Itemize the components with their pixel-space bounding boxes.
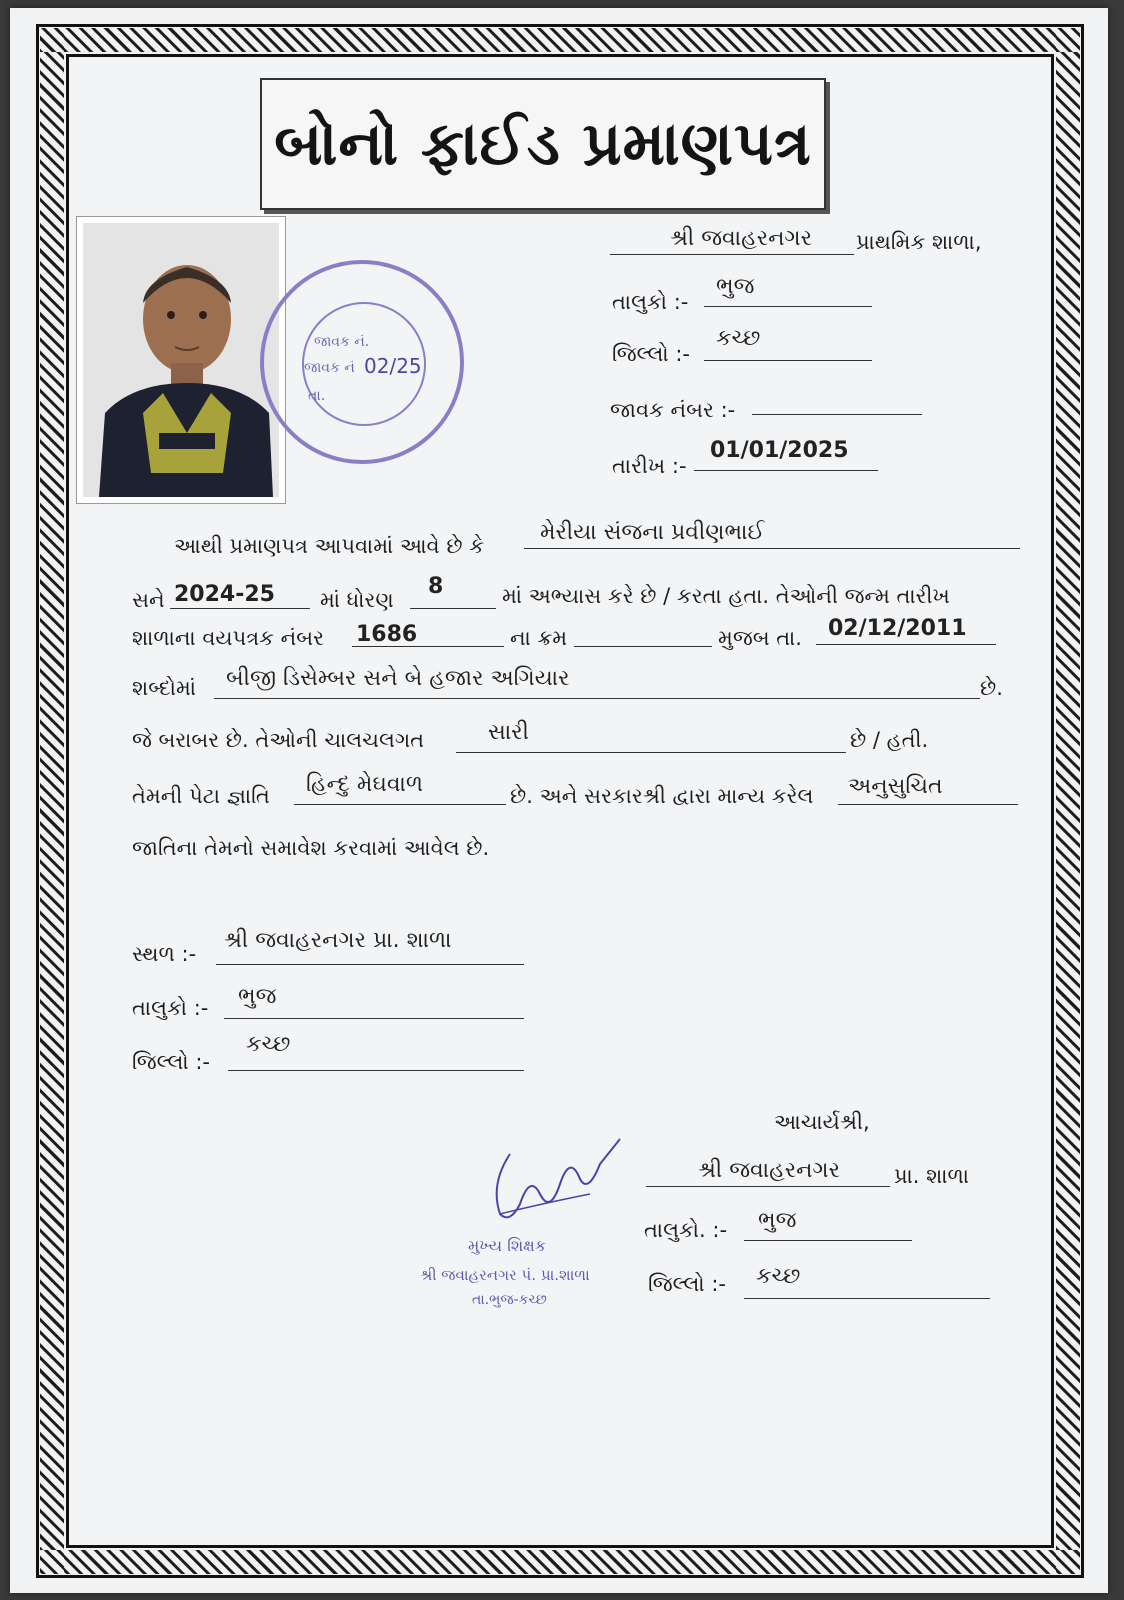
school-underline (610, 254, 854, 255)
taluka-value: ભુજ (716, 274, 755, 299)
seal-line-3: તા.ભુજ-કચ્છ (472, 1292, 547, 1308)
register-number: 1686 (356, 622, 418, 647)
body-line3-b: ના ક્રમ (510, 626, 568, 650)
seal-line-2: શ્રી જવાહરનગર પં. પ્રા.શાળા (420, 1266, 590, 1284)
school-name-handwritten: શ્રી જવાહરનગર (670, 226, 812, 251)
principal-district-underline (744, 1298, 990, 1299)
stamp-line-3: તા. (308, 388, 326, 404)
place-taluka-value: ભુજ (238, 984, 277, 1009)
photo-image (83, 223, 279, 497)
principal-title: આચાર્યશ્રી, (774, 1110, 870, 1134)
subcaste-value: હિન્દુ મેઘવાળ (306, 772, 424, 797)
conduct-value: સારી (488, 720, 529, 745)
principal-taluka-value: ભુજ (758, 1208, 797, 1233)
body-line5-b: છે / હતી. (850, 728, 929, 752)
title-box (260, 78, 826, 210)
body-line3-c: મુજબ તા. (718, 626, 802, 650)
dob-underline (816, 644, 996, 645)
seal-line-1: મુખ્ય શિક્ષક (468, 1236, 547, 1255)
place-taluka-label: તાલુકો :- (132, 996, 209, 1020)
principal-school-printed: પ્રા. શાળા (894, 1164, 969, 1188)
student-name: મેરીયા સંજના પ્રવીણભાઈ (540, 520, 765, 545)
stamp-line-1: જાવક નં. (314, 334, 370, 350)
place-district-value: કચ્છ (246, 1032, 291, 1057)
principal-district-value: કચ્છ (756, 1264, 801, 1289)
place-district-label: જિલ્લો :- (132, 1050, 210, 1074)
body-line6-a: તેમની પેટા જ્ઞાતિ (132, 784, 270, 808)
district-value: કચ્છ (716, 326, 761, 351)
category-underline (838, 804, 1018, 805)
body-line2-c: માં અભ્યાસ કરે છે / કરતા હતા. તેઓની જન્મ તારીખ (502, 584, 950, 608)
place-taluka-underline (224, 1018, 524, 1019)
certificate-sheet (10, 8, 1108, 1593)
body-line5-a: જે બરાબર છે. તેઓની ચાલચલગત (132, 728, 425, 752)
place-value: શ્રી જવાહરનગર પ્રા. શાળા (224, 928, 452, 953)
taluka-label: તાલુકો :- (612, 290, 689, 314)
date-underline (694, 470, 878, 471)
body-line1-prefix: આથી પ્રમાણપત્ર આપવામાં આવે છે કે (174, 534, 485, 558)
body-line2-b: માં ધોરણ (320, 588, 394, 612)
date-label: તારીખ :- (612, 454, 687, 478)
student-name-underline (524, 548, 1020, 549)
conduct-underline (456, 752, 846, 753)
certificate-title: બોનો ફાઈડ પ્રમાણપત્ર (274, 109, 812, 179)
stamp-line-2: જાવક નં (304, 360, 355, 376)
place-underline (216, 964, 524, 965)
signature-icon (480, 1134, 630, 1234)
body-line4-b: છે. (980, 676, 1003, 700)
stamp-number: 02/25 (364, 354, 422, 378)
outward-no-underline (752, 414, 922, 415)
subcaste-underline (294, 804, 506, 805)
body-line2-a: સને (132, 588, 165, 612)
school-type-label: પ્રાથમિક શાળા, (856, 230, 982, 254)
date-value: 01/01/2025 (710, 438, 849, 463)
place-district-underline (228, 1070, 524, 1071)
year-underline (170, 608, 310, 609)
standard-underline (410, 608, 496, 609)
dob-words-underline (214, 698, 980, 699)
place-label: સ્થળ :- (132, 942, 197, 966)
body-line7: જાતિના તેમનો સમાવેશ કરવામાં આવેલ છે. (132, 836, 490, 860)
body-line3-a: શાળાના વયપત્રક નંબર (132, 626, 325, 650)
outward-no-label: જાવક નંબર :- (610, 398, 736, 422)
district-underline (704, 360, 872, 361)
standard-value: 8 (428, 574, 444, 599)
district-label: જિલ્લો :- (612, 342, 690, 366)
body-line6-b: છે. અને સરકારશ્રી દ્વારા માન્ય કરેલ (510, 784, 814, 808)
register-underline (352, 646, 504, 647)
academic-year: 2024-25 (174, 582, 275, 607)
student-photo (76, 216, 286, 504)
date-of-birth: 02/12/2011 (828, 616, 967, 641)
serial-underline (574, 646, 712, 647)
body-line4-a: શબ્દોમાં (132, 676, 196, 700)
principal-school-underline (646, 1186, 890, 1187)
student-portrait-icon (83, 223, 279, 497)
school-stamp (260, 260, 464, 464)
principal-district-label: જિલ્લો :- (648, 1272, 726, 1296)
dob-in-words: બીજી ડિસેમ્બર સને બે હજાર અગિયાર (226, 666, 570, 691)
principal-taluka-label: તાલુકો. :- (644, 1218, 728, 1242)
taluka-underline (704, 306, 872, 307)
category-value: અનુસુચિત (848, 774, 943, 799)
principal-school-handwritten: શ્રી જવાહરનગર (698, 1158, 840, 1183)
principal-taluka-underline (744, 1240, 912, 1241)
